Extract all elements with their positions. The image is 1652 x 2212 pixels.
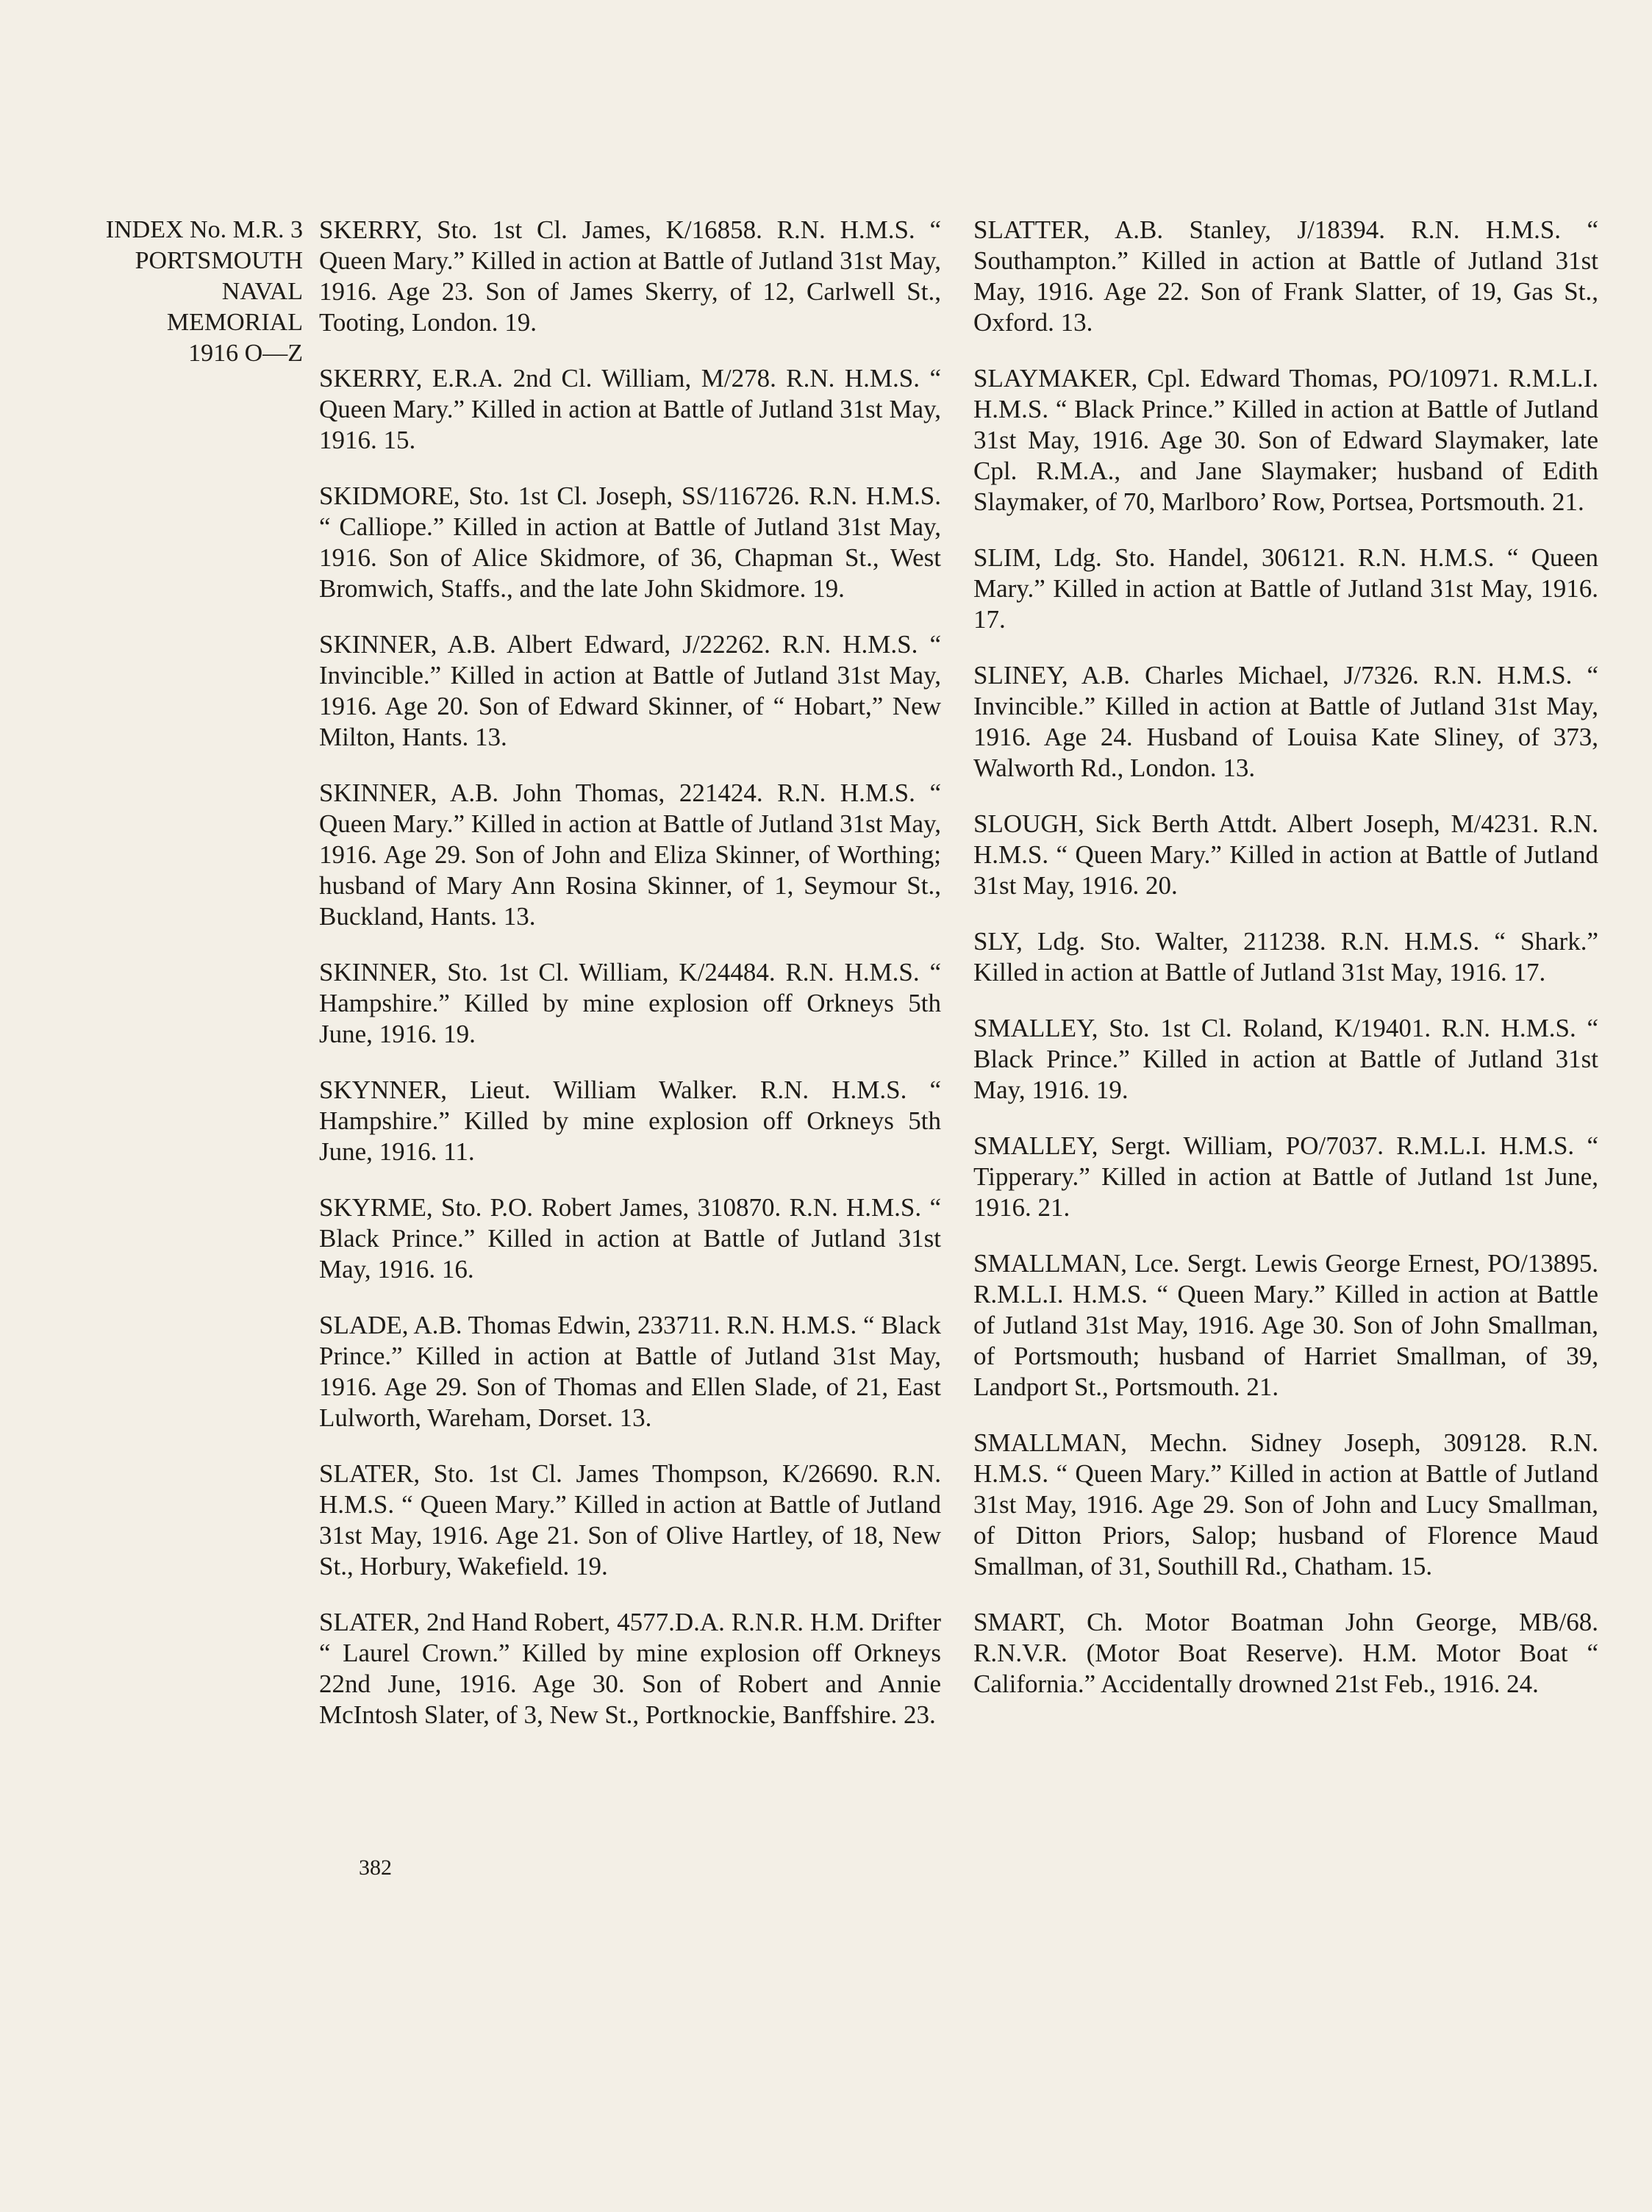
memorial-entry: SKERRY, Sto. 1st Cl. James, K/16858. R.N. H.M.S. “ Queen Mary.” Killed in action at Battle of Jutland 31st May, 1916. Age 23. Son of James Skerry, of 12, Carlwell St., Tooting, London. 19.	[319, 215, 941, 337]
memorial-entry: SLATTER, A.B. Stanley, J/18394. R.N. H.M.S. “ Southampton.” Killed in action at Battle of Jutland 31st May, 1916. Age 22. Son of Frank Slatter, of 19, Gas St., Oxford. 13.	[973, 215, 1598, 337]
memorial-entry: SLADE, A.B. Thomas Edwin, 233711. R.N. H.M.S. “ Black Prince.” Killed in action at Battle of Jutland 31st May, 1916. Age 29. Son of Thomas and Ellen Slade, of 21, East Lulworth, Wareham, Dorset. 13.	[319, 1311, 941, 1432]
memorial-entry: SMALLEY, Sergt. William, PO/7037. R.M.L.I. H.M.S. “ Tipperary.” Killed in action at Battle of Jutland 1st June, 1916. 21.	[973, 1131, 1598, 1222]
left-column	[319, 215, 941, 1755]
memorial-entry: SMALLMAN, Mechn. Sidney Joseph, 309128. R.N. H.M.S. “ Queen Mary.” Killed in action at Battle of Jutland 31st May, 1916. Age 29. Son of John and Lucy Smallman, of Ditton Priors, Salop; husband of Florence Maud Smallman, of 31, Southill Rd., Chatham. 15.	[973, 1428, 1598, 1581]
memorial-entry: SMALLMAN, Lce. Sergt. Lewis George Ernest, PO/13895. R.M.L.I. H.M.S. “ Queen Mary.” Killed in action at Battle of Jutland 31st May, 1916. Age 30. Son of John Smallman, of Portsmouth; husband of Harriet Smallman, of 39, Landport St., Portsmouth. 21.	[973, 1249, 1598, 1401]
memorial-entry: SLAYMAKER, Cpl. Edward Thomas, PO/10971. R.M.L.I. H.M.S. “ Black Prince.” Killed in action at Battle of Jutland 31st May, 1916. Age 30. Son of Edward Slaymaker, late Cpl. R.M.A., and Jane Slaymaker; husband of Edith Slaymaker, of 70, Marlboro’ Row, Portsea, Portsmouth. 21.	[973, 364, 1598, 516]
memorial-entry: SKYNNER, Lieut. William Walker. R.N. H.M.S. “ Hampshire.” Killed by mine explosion off Orkneys 5th June, 1916. 11.	[319, 1075, 941, 1166]
memorial-entry: SLATER, 2nd Hand Robert, 4577.D.A. R.N.R. H.M. Drifter “ Laurel Crown.” Killed by mine explosion off Orkneys 22nd June, 1916. Age 30. Son of Robert and Annie McIntosh Slater, of 3, New St., Portknockie, Banffshire. 23.	[319, 1608, 941, 1729]
right-column	[973, 215, 1598, 1725]
index-range: 1916 O—Z	[188, 340, 303, 367]
index-type: NAVAL	[221, 278, 303, 305]
memorial-entry: SKYRME, Sto. P.O. Robert James, 310870. R.N. H.M.S. “ Black Prince.” Killed in action at Battle of Jutland 31st May, 1916. 16.	[319, 1193, 941, 1284]
memorial-entry: SKERRY, E.R.A. 2nd Cl. William, M/278. R.N. H.M.S. “ Queen Mary.” Killed in action at Battle of Jutland 31st May, 1916. 15.	[319, 364, 941, 454]
memorial-entry: SLINEY, A.B. Charles Michael, J/7326. R.N. H.M.S. “ Invincible.” Killed in action at Battle of Jutland 31st May, 1916. Age 24. Husband of Louisa Kate Sliney, of 373, Walworth Rd., London. 13.	[973, 661, 1598, 782]
memorial-entry: SLIM, Ldg. Sto. Handel, 306121. R.N. H.M.S. “ Queen Mary.” Killed in action at Battle of Jutland 31st May, 1916. 17.	[973, 543, 1598, 634]
index-memorial: MEMORIAL	[166, 309, 303, 336]
memorial-entry: SKINNER, Sto. 1st Cl. William, K/24484. R.N. H.M.S. “ Hampshire.” Killed by mine explosion off Orkneys 5th June, 1916. 19.	[319, 958, 941, 1048]
memorial-entry: SMALLEY, Sto. 1st Cl. Roland, K/19401. R.N. H.M.S. “ Black Prince.” Killed in action at Battle of Jutland 31st May, 1916. 19.	[973, 1014, 1598, 1104]
memorial-entry: SLATER, Sto. 1st Cl. James Thompson, K/26690. R.N. H.M.S. “ Queen Mary.” Killed in action at Battle of Jutland 31st May, 1916. Age 21. Son of Olive Hartley, of 18, New St., Horbury, Wakefield. 19.	[319, 1459, 941, 1581]
memorial-entry: SLY, Ldg. Sto. Walter, 211238. R.N. H.M.S. “ Shark.” Killed in action at Battle of Jutland 31st May, 1916. 17.	[973, 927, 1598, 987]
page-number: 382	[359, 1855, 392, 1880]
memorial-entry: SLOUGH, Sick Berth Attdt. Albert Joseph, M/4231. R.N. H.M.S. “ Queen Mary.” Killed in action at Battle of Jutland 31st May, 1916. 20.	[973, 809, 1598, 900]
memorial-entry: SKINNER, A.B. Albert Edward, J/22262. R.N. H.M.S. “ Invincible.” Killed in action at Battle of Jutland 31st May, 1916. Age 20. Son of Edward Skinner, of “ Hobart,” New Milton, Hants. 13.	[319, 630, 941, 751]
index-heading	[29, 215, 303, 369]
index-number: INDEX No. M.R. 3	[105, 216, 303, 243]
memorial-entry: SMART, Ch. Motor Boatman John George, MB/68. R.N.V.R. (Motor Boat Reserve). H.M. Motor Boat “ California.” Accidentally drowned 21st Feb., 1916. 24.	[973, 1608, 1598, 1698]
memorial-entry: SKIDMORE, Sto. 1st Cl. Joseph, SS/116726. R.N. H.M.S. “ Calliope.” Killed in action at Battle of Jutland 31st May, 1916. Son of Alice Skidmore, of 36, Chapman St., West Bromwich, Staffs., and the late John Skidmore. 19.	[319, 482, 941, 603]
memorial-entry: SKINNER, A.B. John Thomas, 221424. R.N. H.M.S. “ Queen Mary.” Killed in action at Battle of Jutland 31st May, 1916. Age 29. Son of John and Eliza Skinner, of Worthing; husband of Mary Ann Rosina Skinner, of 1, Seymour St., Buckland, Hants. 13.	[319, 779, 941, 931]
index-place: PORTSMOUTH	[135, 247, 303, 274]
